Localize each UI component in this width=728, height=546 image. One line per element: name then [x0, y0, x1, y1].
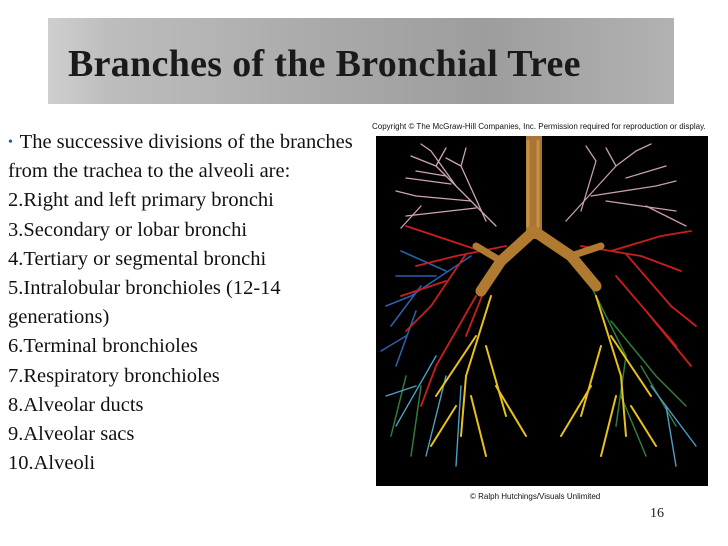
list-item: 7.Respiratory bronchioles [8, 364, 220, 387]
list-item: 6.Terminal bronchioles [8, 335, 198, 358]
slide-title: Branches of the Bronchial Tree [68, 43, 581, 85]
title-bar [48, 18, 674, 104]
list-item: 3.Secondary or lobar bronchi [8, 218, 248, 241]
bullet-icon: • [8, 135, 13, 150]
list-item: 5.Intralobular bronchioles (12-14 generations) [8, 277, 281, 329]
list-item: 10.Alveoli [8, 452, 96, 475]
bronchial-tree-photo [376, 136, 708, 486]
list-item: 2.Right and left primary bronchi [8, 189, 274, 212]
photo-credit: © Ralph Hutchings/Visuals Unlimited [470, 492, 601, 501]
branch-levels-list [8, 186, 354, 478]
bronchial-cast-image [376, 136, 708, 486]
list-item: 9.Alveolar sacs [8, 423, 135, 446]
intro-text: The successive divisions of the branches from the trachea to the alveoli are: [8, 131, 353, 183]
slide-number: 16 [650, 506, 664, 521]
list-item: 8.Alveolar ducts [8, 393, 144, 416]
intro-paragraph [8, 128, 354, 186]
list-item: 4.Tertiary or segmental bronchi [8, 247, 267, 270]
copyright-notice: Copyright © The McGraw-Hill Companies, Inc. Permission required for reproduction or display. [372, 122, 706, 131]
body-text [8, 128, 354, 478]
